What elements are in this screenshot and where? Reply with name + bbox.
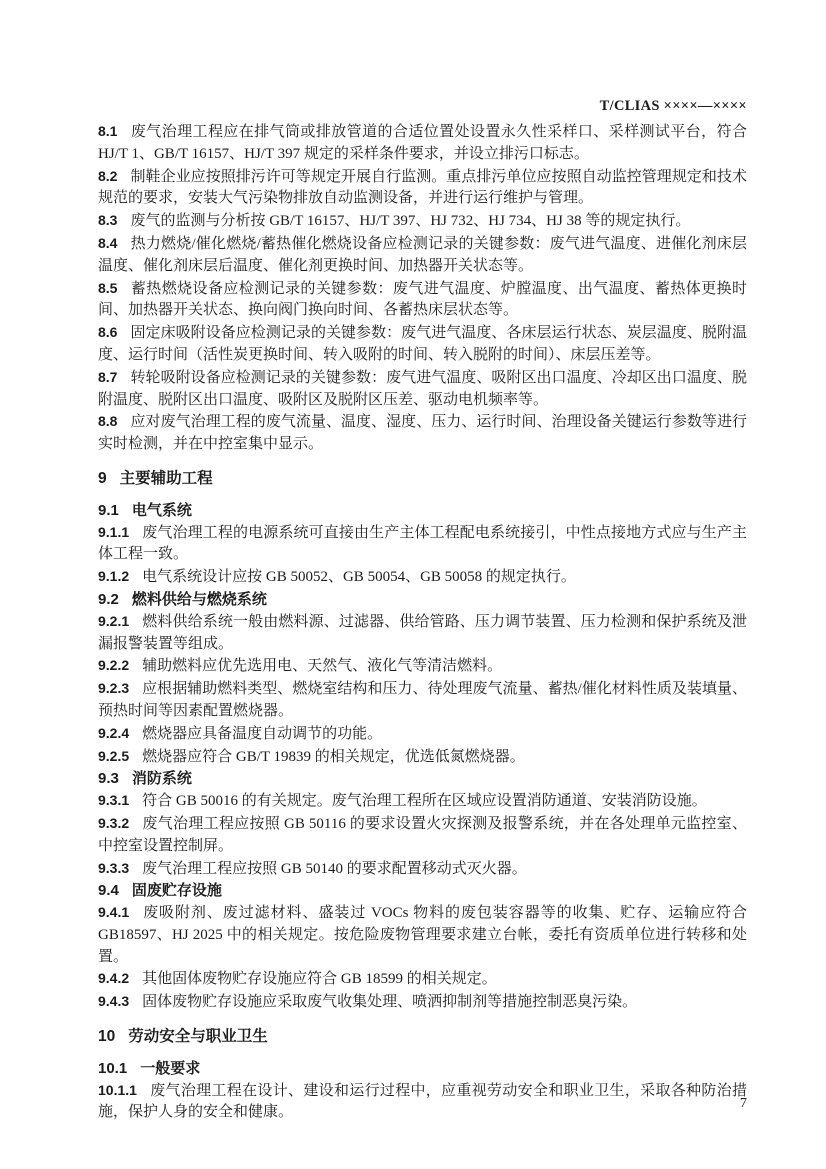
clause-number: 8.4: [98, 234, 118, 251]
chapter-title: 劳动安全与职业卫生: [128, 1028, 268, 1046]
clause-text: 其他固体废物贮存设施应符合 GB 18599 的相关规定。: [142, 971, 497, 988]
clause: [98, 166, 747, 211]
clause: [98, 611, 747, 656]
section-title: 电气系统: [131, 501, 192, 519]
clause: [98, 746, 747, 769]
section-title: 一般要求: [140, 1059, 201, 1077]
clause: [98, 1080, 747, 1125]
clause-number: 9.4.2: [98, 970, 130, 987]
section-heading: [98, 589, 747, 611]
clause-number: 9.3.1: [98, 792, 130, 809]
clause-text: 制鞋企业应按照排污许可等规定开展自行监测。重点排污单位应按照自动监控管理规定和技术规范的要求，安装大气污染物排放自动监测设备，并进行运行维护与管理。: [98, 168, 747, 207]
section-title: 消防系统: [131, 770, 192, 788]
clause-text: 辅助燃料应优先选用电、天然气、液化气等清洁燃料。: [142, 658, 503, 675]
chapter-number: 9: [98, 469, 107, 487]
clause: [98, 655, 747, 678]
clause-text: 燃料供给系统一般由燃料源、过滤器、供给管路、压力调节装置、压力检测和保护系统及泄漏报警装置等组成。: [98, 613, 747, 652]
clause-text: 固体废物贮存设施应采取废气收集处理、喷洒抑制剂等措施控制恶臭污染。: [142, 994, 638, 1011]
clause: [98, 121, 747, 166]
section-number: 9.1: [98, 501, 119, 519]
clause-text: 电气系统设计应按 GB 50052、GB 50054、GB 50058 的规定执行。: [142, 569, 576, 586]
clause-text: 应根据辅助燃料类型、燃烧室结构和压力、待处理废气流量、蓄热/催化材料性质及装填量、预热时间等因素配置燃烧器。: [98, 681, 747, 719]
clause-text: 燃烧器应符合 GB/T 19839 的相关规定，优选低氮燃烧器。: [142, 748, 525, 765]
section-heading: [98, 768, 747, 790]
clause-text: 应对废气治理工程的废气流量、温度、湿度、压力、运行时间、治理设备关键运行参数等进行实时检测，并在中控室集中显示。: [98, 414, 747, 453]
clause: [98, 813, 747, 858]
clause-number: 9.2.3: [98, 680, 130, 697]
clause-text: 固定床吸附设备应检测记录的关键参数：废气进气温度、各床层运行状态、炭层温度、脱附温度、运行时间（活性炭更换时间、转入吸附的时间、转入脱附的时间）、床层压差等。: [98, 325, 747, 363]
clause-text: 热力燃烧/催化燃烧/蓄热催化燃烧设备应检测记录的关键参数：废气进气温度、进催化剂床层温度、催化剂床层后温度、催化剂更换时间、加热器开关状态等。: [98, 235, 747, 274]
clause-text: 废气治理工程应按照 GB 50116 的要求设置火灾探测及报警系统，并在各处理单元监控室、中控室设置控制屏。: [98, 815, 747, 854]
clause: [98, 678, 747, 723]
section-number: 9.2: [98, 590, 119, 608]
clause: [98, 322, 747, 367]
clause-text: 符合 GB 50016 的有关规定。废气治理工程所在区域应设置消防通道、安装消防设施。: [142, 793, 707, 810]
clause: [98, 968, 747, 991]
chapter-heading: [98, 1026, 747, 1048]
clause-text: 燃烧器应具备温度自动调节的功能。: [142, 725, 383, 742]
clause-number: 8.8: [98, 413, 118, 430]
page-number: 7: [740, 1096, 747, 1111]
clause-number: 9.4.3: [98, 993, 130, 1010]
section-number: 9.4: [98, 882, 119, 900]
clause: [98, 858, 747, 881]
clause: [98, 210, 747, 233]
document-body: [98, 121, 747, 1124]
section-title: 固废贮存设施: [131, 882, 222, 900]
section-heading: [98, 500, 747, 522]
chapter-number: 10: [98, 1028, 116, 1046]
clause: [98, 233, 747, 278]
clause-number: 9.1.2: [98, 568, 130, 585]
clause: [98, 902, 747, 968]
clause-number: 8.7: [98, 368, 118, 385]
clause-number: 8.1: [98, 123, 118, 139]
clause-number: 9.1.1: [98, 523, 130, 540]
clause-number: 9.2.5: [98, 747, 130, 764]
clause-text: 蓄热燃烧设备应检测记录的关键参数：废气进气温度、炉膛温度、出气温度、蓄热体更换时间、加热器开关状态、换向阀门换向时间、各蓄热床层状态等。: [98, 280, 747, 319]
clause-number: 9.4.1: [98, 904, 130, 921]
clause-number: 10.1.1: [98, 1081, 137, 1098]
section-heading: [98, 1058, 747, 1080]
clause-text: 废气治理工程应在排气筒或排放管道的合适位置处设置永久性采样口、采样测试平台，符合 HJ/T 1、GB/T 16157、HJ/T 397 规定的采样条件要求，并设立排污口标志。: [98, 124, 747, 162]
clause-text: 转轮吸附设备应检测记录的关键参数：废气进气温度、吸附区出口温度、冷却区出口温度、脱附温度、脱附区出口温度、吸附区及脱附区压差、驱动电机频率等。: [98, 369, 747, 408]
clause: [98, 723, 747, 746]
clause: [98, 367, 747, 412]
clause-number: 9.2.4: [98, 724, 130, 741]
clause-number: 9.2.1: [98, 612, 130, 629]
chapter-title: 主要辅助工程: [119, 469, 213, 487]
clause-text: 废气治理工程的电源系统可直接由生产主体工程配电系统接引，中性点接地方式应与生产主体工程一致。: [98, 524, 747, 563]
section-title: 燃料供给与燃烧系统: [131, 590, 267, 608]
clause-number: 9.3.3: [98, 859, 130, 876]
clause-number: 8.5: [98, 279, 118, 296]
clause: [98, 522, 747, 567]
clause-number: 8.2: [98, 167, 118, 184]
section-number: 9.3: [98, 770, 119, 788]
section-heading: [98, 880, 747, 902]
clause-number: 8.6: [98, 324, 118, 341]
section-number: 10.1: [98, 1059, 128, 1077]
clause: [98, 566, 747, 589]
clause: [98, 790, 747, 813]
clause-number: 9.2.2: [98, 657, 130, 674]
clause: [98, 411, 747, 456]
clause-number: 9.3.2: [98, 814, 130, 831]
clause-text: 废气治理工程在设计、建设和运行过程中，应重视劳动安全和职业卫生，采取各种防治措施，保护人身的安全和健康。: [98, 1082, 747, 1121]
clause-number: 8.3: [98, 212, 118, 229]
clause-text: 废气治理工程应按照 GB 50140 的要求配置移动式灭火器。: [142, 860, 527, 877]
clause: [98, 278, 747, 323]
standard-number-header: T/CLIAS ××××—××××: [599, 98, 747, 114]
clause-text: 废气的监测与分析按 GB/T 16157、HJ/T 397、HJ 732、HJ 734、HJ 38 等的规定执行。: [130, 213, 691, 230]
chapter-heading: [98, 468, 747, 490]
clause: [98, 991, 747, 1014]
clause-text: 废吸附剂、废过滤材料、盛装过 VOCs 物料的废包装容器等的收集、贮存、运输应符合 GB18597、HJ 2025 中的相关规定。按危险废物管理要求建立台帐，委托有资质单位进行转移和处置。: [98, 905, 747, 965]
